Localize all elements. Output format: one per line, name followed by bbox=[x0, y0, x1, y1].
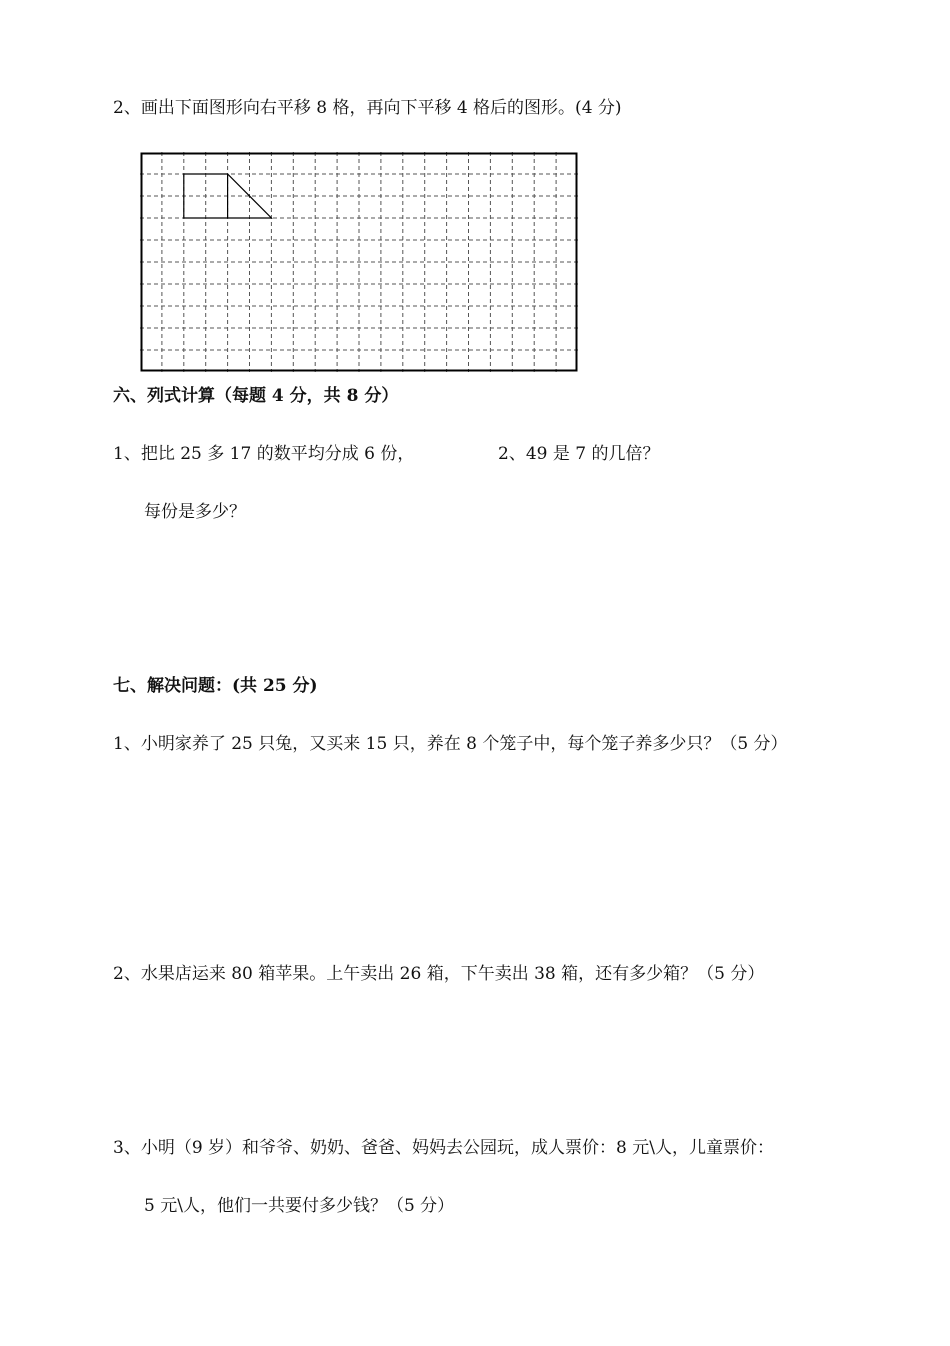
section6-question2: 2、49 是 7 的几倍？ bbox=[498, 444, 660, 464]
section7-question2: 2、水果店运来 80 箱苹果。上午卖出 26 箱，下午卖出 38 箱，还有多少箱？（5 分） bbox=[113, 964, 765, 984]
section6-question1-line2: 每份是多少？ bbox=[144, 502, 246, 522]
section7-question3-line1: 3、小明（9 岁）和爷爷、奶奶、爸爸、妈妈去公园玩，成人票价：8 元\人，儿童票价： bbox=[113, 1138, 774, 1158]
dashed-grid-figure bbox=[140, 152, 578, 372]
question-translate-figure: 2、画出下面图形向右平移 8 格，再向下平移 4 格后的图形。(4 分) bbox=[113, 98, 622, 118]
section6-heading: 六、列式计算（每题 4 分，共 8 分） bbox=[113, 386, 399, 406]
section7-question1: 1、小明家养了 25 只兔，又买来 15 只，养在 8 个笼子中，每个笼子养多少只？（5 分） bbox=[113, 734, 788, 754]
section7-question3-line2: 5 元\人，他们一共要付多少钱？（5 分） bbox=[144, 1196, 455, 1216]
section6-question1-line1: 1、把比 25 多 17 的数平均分成 6 份， bbox=[113, 444, 415, 464]
grid-lines bbox=[140, 152, 578, 372]
section7-heading: 七、解决问题：(共 25 分) bbox=[113, 676, 318, 696]
